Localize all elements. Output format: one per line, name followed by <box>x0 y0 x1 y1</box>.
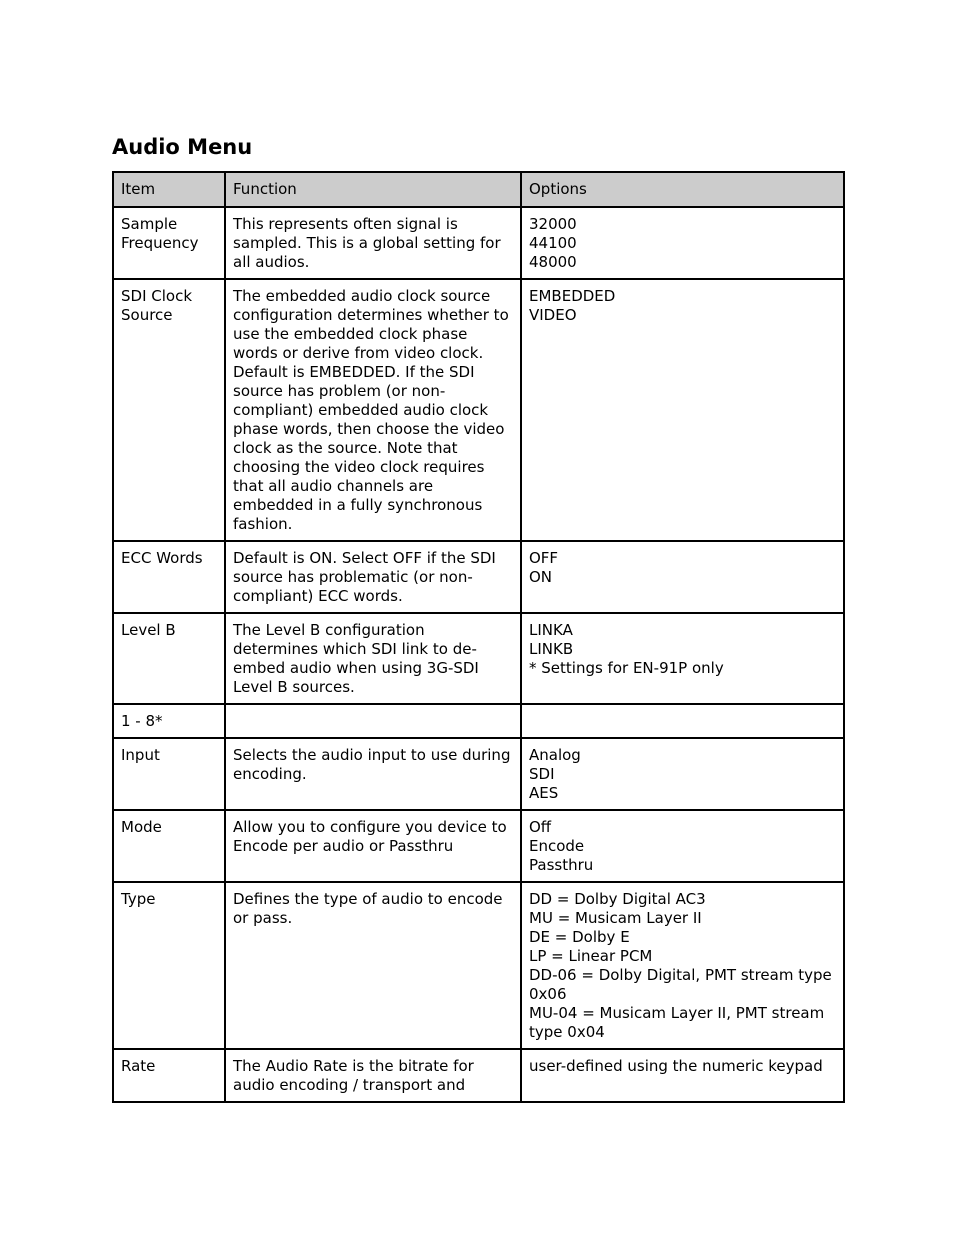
cell-function: The Level B configuration determines which SDI link to de-embed audio when using 3G-SDI Level B sources. <box>225 613 521 704</box>
option-value: Analog <box>529 746 581 764</box>
cell-options <box>521 704 844 738</box>
option-value: DD-06 = Dolby Digital, PMT stream type 0x06 <box>529 966 832 1003</box>
cell-function: The embedded audio clock source configuration determines whether to use the embedded clock phase words or derive from video clock. Default is EMBEDDED. If the SDI source has problem (or non-compliant) embedded audio clock phase words, then choose the video clock as the source. Note that choosing the video clock requires that all audio channels are embedded in a fully synchronous fashion. <box>225 279 521 541</box>
table-row <box>113 541 844 613</box>
option-value: ON <box>529 568 553 586</box>
option-value: user-defined using the numeric keypad <box>529 1057 823 1075</box>
section-title: Audio Menu <box>112 135 253 159</box>
cell-options <box>521 207 844 279</box>
cell-function: The Audio Rate is the bitrate for audio encoding / transport and <box>225 1049 521 1102</box>
table-row <box>113 704 844 738</box>
option-value: Off <box>529 818 552 836</box>
cell-item: Sample Frequency <box>113 207 225 279</box>
option-value: Encode <box>529 837 585 855</box>
cell-function: Selects the audio input to use during encoding. <box>225 738 521 810</box>
cell-options <box>521 541 844 613</box>
header-function: Function <box>225 172 521 207</box>
cell-item: SDI Clock Source <box>113 279 225 541</box>
option-value: 32000 <box>529 215 577 233</box>
cell-item: Type <box>113 882 225 1049</box>
option-value: DD = Dolby Digital AC3 <box>529 890 706 908</box>
audio-menu-table <box>112 171 845 1103</box>
option-value: 48000 <box>529 253 577 271</box>
cell-options <box>521 738 844 810</box>
option-value: LINKB <box>529 640 574 658</box>
option-value: 44100 <box>529 234 577 252</box>
cell-options <box>521 1049 844 1102</box>
table-header-row <box>113 172 844 207</box>
option-value: DE = Dolby E <box>529 928 630 946</box>
cell-item: Mode <box>113 810 225 882</box>
option-value: * Settings for EN-91P only <box>529 659 724 677</box>
cell-options <box>521 882 844 1049</box>
cell-options <box>521 810 844 882</box>
option-value: VIDEO <box>529 306 577 324</box>
option-value: SDI <box>529 765 555 783</box>
cell-item: 1 - 8* <box>113 704 225 738</box>
cell-options <box>521 279 844 541</box>
cell-item: ECC Words <box>113 541 225 613</box>
option-value: MU-04 = Musicam Layer II, PMT stream type 0x04 <box>529 1004 825 1041</box>
cell-options <box>521 613 844 704</box>
table-body <box>113 207 844 1102</box>
table-row <box>113 810 844 882</box>
cell-function: Default is ON. Select OFF if the SDI source has problematic (or non-compliant) ECC words. <box>225 541 521 613</box>
header-item: Item <box>113 172 225 207</box>
cell-item: Input <box>113 738 225 810</box>
table-row <box>113 207 844 279</box>
header-options: Options <box>521 172 844 207</box>
table-row <box>113 613 844 704</box>
option-value: OFF <box>529 549 559 567</box>
option-value: LINKA <box>529 621 573 639</box>
table-row <box>113 1049 844 1102</box>
option-value: EMBEDDED <box>529 287 616 305</box>
option-value: MU = Musicam Layer II <box>529 909 702 927</box>
table-row <box>113 882 844 1049</box>
cell-function: This represents often signal is sampled. This is a global setting for all audios. <box>225 207 521 279</box>
cell-function: Defines the type of audio to encode or pass. <box>225 882 521 1049</box>
cell-function <box>225 704 521 738</box>
cell-item: Rate <box>113 1049 225 1102</box>
document-page <box>112 133 843 1103</box>
table-row <box>113 738 844 810</box>
cell-item: Level B <box>113 613 225 704</box>
option-value: Passthru <box>529 856 594 874</box>
cell-function: Allow you to configure you device to Encode per audio or Passthru <box>225 810 521 882</box>
option-value: LP = Linear PCM <box>529 947 653 965</box>
table-row <box>113 279 844 541</box>
option-value: AES <box>529 784 559 802</box>
